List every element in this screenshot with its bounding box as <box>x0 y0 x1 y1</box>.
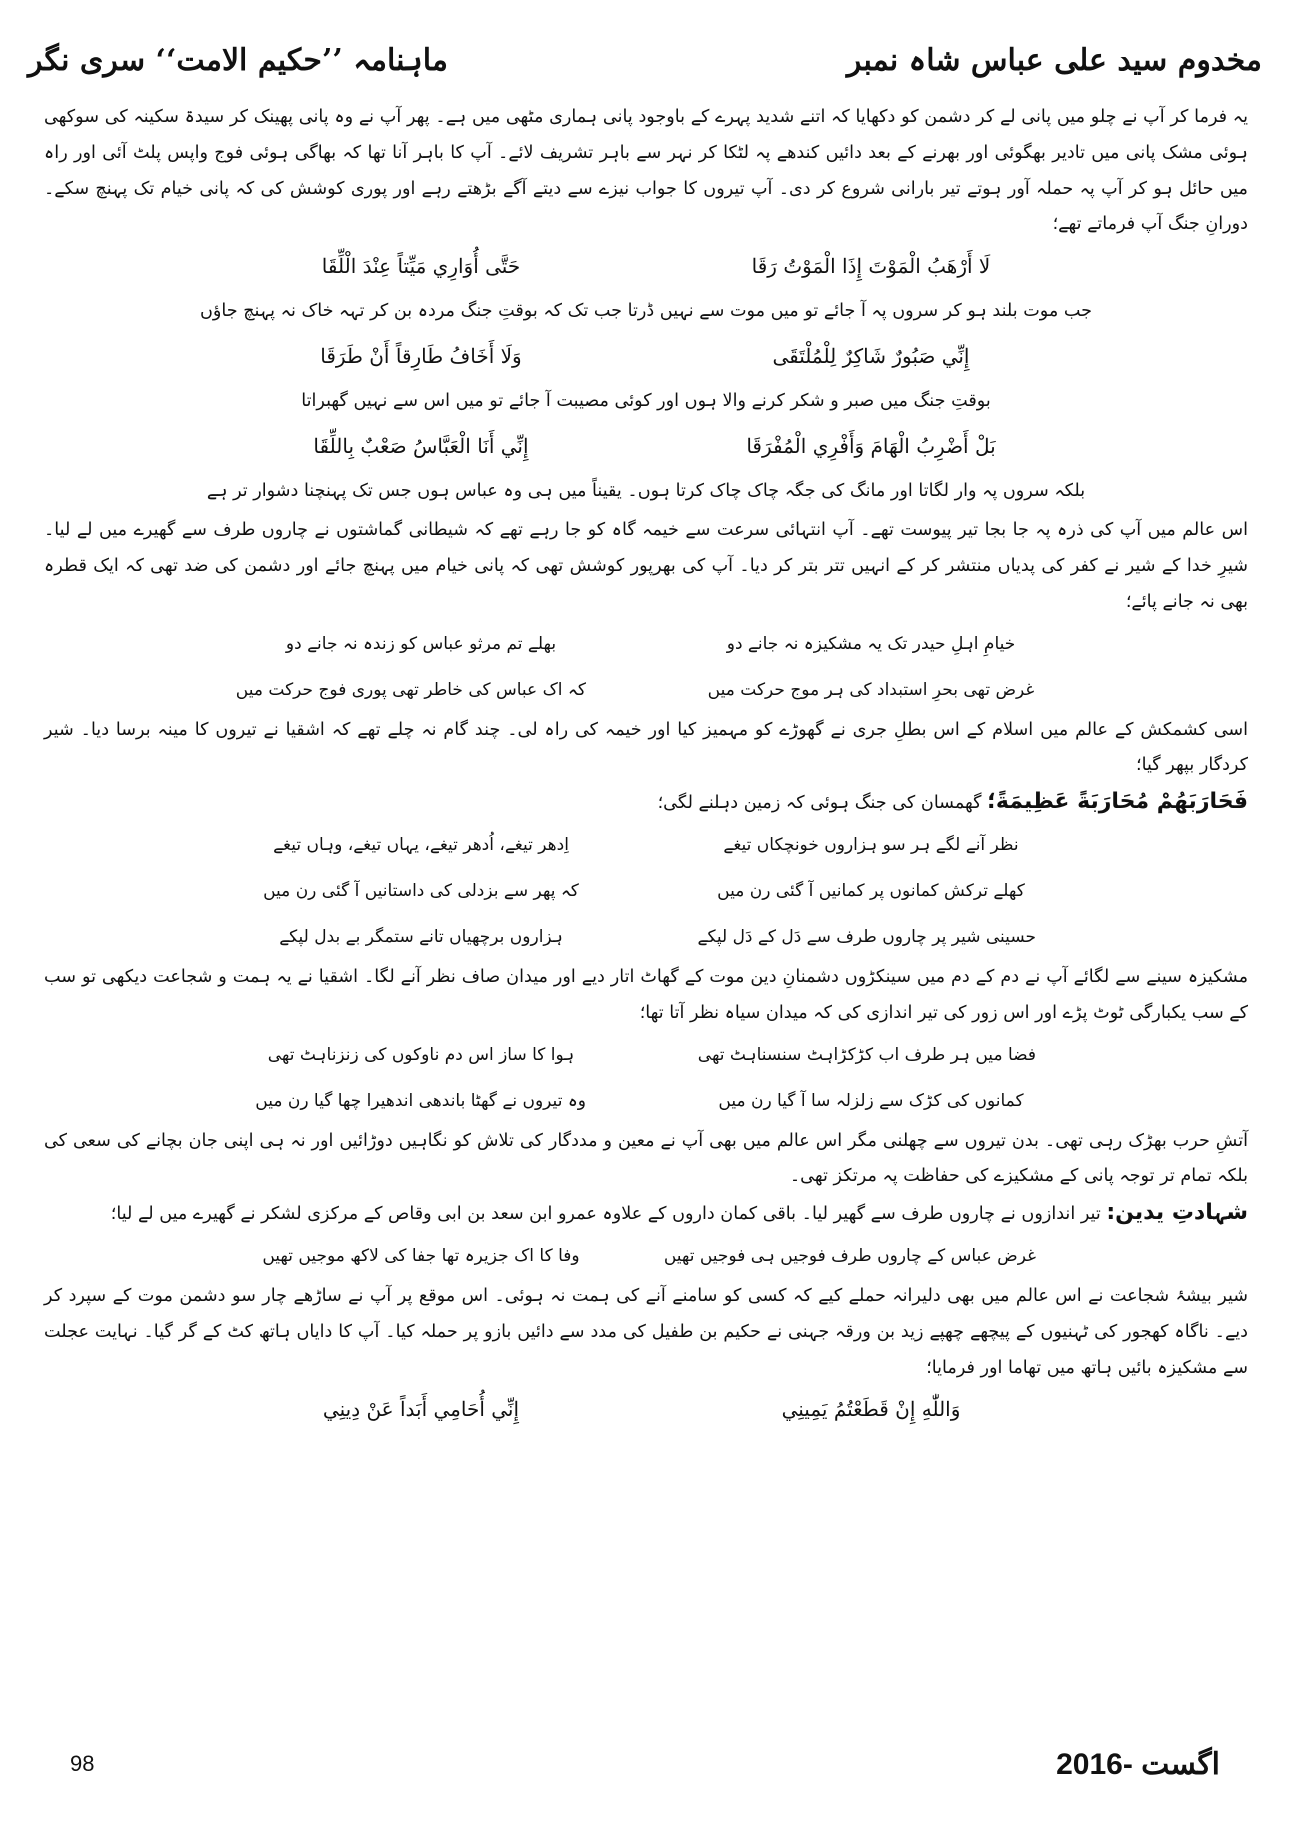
paragraph-text: اسی کشمکش کے عالم میں اسلام کے اس بطلِ جری نے گھوڑے کو مہمیز کیا اور خیمہ کی راہ لی۔ چند گام نہ چلے تھے کہ اشقیا نے تیروں کا مینہ برسا دیا۔ شیر کردگار بپھر گیا؛ <box>44 719 1248 776</box>
paragraph-text: آتشِ حرب بھڑک رہی تھی۔ بدن تیروں سے چھلنی مگر اس عالم میں بھی آپ نے معین و مددگار کی تلاش کو نگاہیں دوڑائیں اور نہ ہی اپنی جان بچانے کی سعی کی بلکہ تمام تر توجہ پانی کے مشکیزے کی حفاظت پہ مرتکز تھی۔ <box>44 1130 1248 1187</box>
urdu-couplet <box>44 1233 1248 1279</box>
hemistich: وَاللّٰهِ إِنْ قَطَعْتُمُ يَمِينِي <box>781 1397 961 1422</box>
arabic-couplet <box>44 333 1248 379</box>
urdu-couplet <box>44 914 1248 960</box>
hemistich: کمانوں کی کڑک سے زلزلہ سا آ گیا رن میں <box>718 1091 1024 1112</box>
paragraph-text: یہ فرما کر آپ نے چلو میں پانی لے کر دشمن کو دکھایا کہ اتنے شدید پہرے کے باوجود پانی ہماری مٹھی میں ہے۔ پھر آپ نے وہ پانی پھینک کر سیدۃ سکینہ کی سوکھی ہوئی مشک پانی میں تادیر بھگوئی اور بھرنے کے بعد دائیں کندھے پہ لٹکا کر نہر سے باہر تشریف لائے۔ آپ کا باہر آنا تھا کہ بھاگی ہوئی فوج واپس پلٹ آئی اور راہ میں حائل ہو کر آپ پہ حملہ آور ہوتے تیر بارانی شروع کر دی۔ آپ تیروں کا جواب نیزے سے دیتے آگے بڑھتے رہے اور پوری کوشش کی کہ پانی خیام تک پہنچ سکے۔ دورانِ جنگ آپ فرماتے تھے؛ <box>44 107 1248 235</box>
verse-translation: بوقتِ جنگ میں صبر و شکر کرنے والا ہوں اور کوئی مصیبت آ جائے تو میں اس سے نہیں گھبراتا <box>301 391 991 412</box>
hemistich: فضا میں ہر طرف اب کڑکڑاہٹ سنسناہٹ تھی <box>697 1045 1036 1066</box>
hemistich: إِنِّي أُحَامِي أَبَداً عَنْ دِينِي <box>322 1397 520 1422</box>
verse-translation: بلکہ سروں پہ وار لگاتا اور مانگ کی جگہ چاک چاک کرتا ہوں۔ یقیناً میں ہی وہ عباس ہوں جس تک پہنچنا دشوار تر ہے <box>206 481 1086 502</box>
hemistich: إِنِّي صَبُورٌ شَاكِرٌ لِلْمُلْتَقَى <box>772 344 970 369</box>
hemistich: حسینی شیر پر چاروں طرف سے دَل کے دَل لپکے <box>697 927 1036 948</box>
paragraph <box>44 100 1248 243</box>
paragraph <box>44 1195 1248 1233</box>
paragraph-text: گھمسان کی جنگ ہوئی کہ زمین دہلنے لگی؛ <box>657 793 988 814</box>
hemistich: بھلے تم مرثو عباس کو زندہ نہ جانے دو <box>285 634 557 655</box>
paragraph-text: اس عالم میں آپ کی ذرہ پہ جا بجا تیر پیوست تھے۔ آپ انتہائی سرعت سے خیمہ گاہ کو جا رہے تھے کہ شیطانی گماشتوں نے چاروں طرف سے گھیرے میں لے لیا۔ شیرِ خدا کے شیر نے کفر کی پدیاں منتشر کر کے انہیں تتر بتر کر دیا۔ آپ کی بھرپور کوشش تھی کہ پانی خیام میں پہنچ جائے اور دشمن کی ضد تھی کہ ایک قطرہ بھی نہ جانے پائے؛ <box>44 520 1248 612</box>
hemistich: بَلْ أَضْرِبُ الْهَامَ وَأَفْرِي الْمُفْرَقَا <box>746 434 996 459</box>
paragraph <box>44 960 1248 1032</box>
page-header <box>28 34 1262 86</box>
hemistich: ہوا کا ساز اس دم ناوکوں کی زنزناہٹ تھی <box>267 1045 575 1066</box>
hemistich: حَتَّى أُوَارِي مَيِّتاً عِنْدَ الْلِّقَا <box>321 254 521 279</box>
magazine-title: ماہنامہ ’’حکیم الامت‘‘ سری نگر <box>28 42 448 78</box>
page-number: 98 <box>70 1751 95 1776</box>
hemistich: وَلَا أَخَافُ طَارِقاً أَنْ طَرَقَا <box>320 344 522 369</box>
paragraph <box>44 713 1248 785</box>
hemistich: ہزاروں برچھیاں تانے ستمگر بے بدل لپکے <box>279 927 563 948</box>
hemistich: غرض تھی بحرِ استبداد کی ہر موج حرکت میں <box>707 680 1035 701</box>
paragraph-text: تیر اندازوں نے چاروں طرف سے گھیر لیا۔ باقی کمان داروں کے علاوہ عمرو ابن سعد بن ابی وقاص کے مرکزی لشکر نے گھیرے میں لے لیا؛ <box>110 1204 1107 1225</box>
arabic-couplet <box>44 243 1248 289</box>
hemistich: إِنِّي أَنَا الْعَبَّاسُ صَعْبٌ بِاللِّقَا <box>313 434 529 459</box>
issue-date: اگست -2016 <box>1056 1747 1220 1781</box>
hemistich: کہ پھر سے بزدلی کی داستانیں آ گئی رن میں <box>263 881 579 902</box>
paragraph <box>44 784 1248 822</box>
paragraph-text: شیر بیشۂ شجاعت نے اس عالم میں بھی دلیرانہ حملے کیے کہ کسی کو سامنے آنے کی ہمت نہ ہوئی۔ اس موقع پر آپ نے ساڑھے چار سو دشمن موت کے سپرد کر دیے۔ ناگاہ کھجور کی ٹہنیوں کے پیچھے چھپے زید بن ورقہ جہنی نے حکیم بن طفیل کی مدد سے دائیں بازو پر حملہ کیا۔ آپ کا دایاں ہاتھ کٹ کے گر گیا۔ نہایت عجلت سے مشکیزہ بائیں ہاتھ میں تھاما اور فرمایا؛ <box>44 1285 1248 1378</box>
arabic-couplet <box>44 1386 1248 1432</box>
urdu-couplet <box>44 1078 1248 1124</box>
paragraph <box>44 1124 1248 1196</box>
hemistich: وہ تیروں نے گھٹا باندھی اندھیرا چھا گیا رن میں <box>255 1091 586 1112</box>
urdu-couplet <box>44 621 1248 667</box>
hemistich: وفا کا اک جزیرہ تھا جفا کی لاکھ موجیں تھیں <box>262 1246 580 1267</box>
section-heading: فَحَارَبَهُمْ مُحَارَبَةً عَظِيمَةً؛ <box>987 789 1248 815</box>
urdu-couplet <box>44 822 1248 868</box>
paragraph <box>44 513 1248 620</box>
hemistich: نظر آنے لگے ہر سو ہزاروں خونچکاں تیغے <box>723 835 1019 856</box>
paragraph-text: مشکیزہ سینے سے لگائے آپ نے دم کے دم میں سینکڑوں دشمنانِ دین موت کے گھاٹ اتار دیے اور میدان صاف نظر آنے لگا۔ اشقیا نے یہ ہمت و شجاعت دیکھی تو سب کے سب یکبارگی ٹوٹ پڑے اور اس زور کی تیر اندازی کی کہ میدان سیاہ نظر آتا تھا؛ <box>44 966 1248 1023</box>
page-footer <box>70 1734 1220 1794</box>
special-issue-title: مخدوم سید علی عباس شاہ نمبر <box>846 42 1262 78</box>
hemistich: اِدھر تیغے، اُدھر تیغے، یہاں تیغے، وہاں تیغے <box>273 835 569 856</box>
urdu-couplet <box>44 868 1248 914</box>
hemistich: غرض عباس کے چاروں طرف فوجیں ہی فوجیں تھیں <box>663 1246 1036 1267</box>
hemistich: خیامِ اہلِ حیدر تک یہ مشکیزہ نہ جانے دو <box>726 634 1016 655</box>
hemistich: کھلے ترکش کمانوں پر کمانیں آ گئی رن میں <box>717 881 1025 902</box>
hemistich: لَا أَرْهَبُ الْمَوْتَ إِذَا الْمَوْتُ رَقَا <box>751 254 991 279</box>
urdu-couplet <box>44 1032 1248 1078</box>
section-heading: شہادتِ یدین: <box>1106 1200 1248 1226</box>
article-body <box>44 100 1248 1432</box>
paragraph <box>44 1279 1248 1386</box>
verse-translation: جب موت بلند ہو کر سروں پہ آ جائے تو میں موت سے نہیں ڈرتا جب تک کہ بوقتِ جنگ مردہ بن کر تہہ خاک نہ پہنچ جاؤں <box>199 301 1093 322</box>
hemistich: کہ اک عباس کی خاطر تھی پوری فوج حرکت میں <box>235 680 586 701</box>
arabic-couplet <box>44 423 1248 469</box>
urdu-couplet <box>44 667 1248 713</box>
